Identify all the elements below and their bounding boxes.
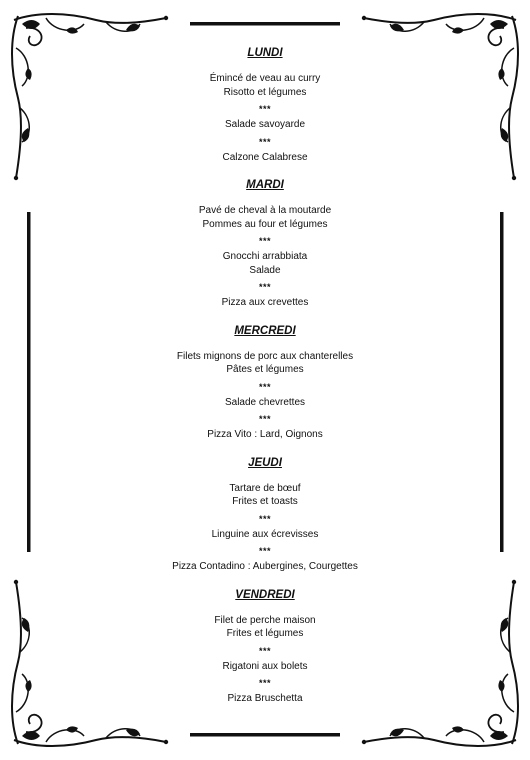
course-separator: ***	[258, 513, 271, 524]
dish-line: Pizza Bruschetta	[227, 693, 303, 704]
course-separator: ***	[258, 678, 271, 688]
course-2	[60, 660, 470, 674]
course-3	[60, 428, 470, 442]
dish-line: Frites et toasts	[232, 496, 298, 507]
dish-line: Calzone Calabrese	[222, 151, 308, 163]
dish-line: Frites et légumes	[226, 628, 304, 639]
day-title: MARDI	[246, 179, 284, 191]
dish-line: Rigatoni aux bolets	[222, 660, 308, 672]
course-2	[60, 250, 470, 277]
dish-line: Émincé de veau au curry	[209, 73, 321, 84]
course-separator: ***	[258, 282, 271, 292]
course-separator: ***	[258, 414, 271, 424]
dish-line: Salade savoyarde	[224, 119, 306, 130]
dish-line: Filets mignons de porc aux chanterelles	[176, 350, 354, 362]
dish-line: Tartare de bœuf	[229, 482, 301, 494]
dish-line: Salade	[249, 264, 281, 276]
day-title: VENDREDI	[235, 588, 295, 601]
course-2	[60, 396, 470, 410]
course-separator: ***	[258, 136, 271, 147]
day-section-friday	[60, 588, 470, 706]
dish-line: Pavé de cheval à la moutarde	[198, 205, 332, 216]
course-1	[60, 72, 470, 99]
course-1	[60, 204, 470, 231]
weekly-menu	[60, 46, 470, 706]
left-border-bar	[27, 212, 31, 552]
course-1	[60, 614, 470, 641]
dish-line: Pizza Contadino : Aubergines, Courgettes	[172, 561, 358, 572]
dish-line: Pizza Vito : Lard, Oignons	[207, 429, 323, 440]
day-section-tuesday	[60, 178, 470, 310]
course-separator: ***	[258, 645, 271, 656]
dish-line: Filet de perche maison	[214, 614, 316, 626]
course-3	[60, 692, 470, 706]
top-border-bar	[190, 22, 340, 26]
course-1	[60, 482, 470, 509]
dish-line: Pommes au four et légumes	[202, 218, 328, 230]
day-section-thursday	[60, 456, 470, 574]
bottom-border-bar	[190, 733, 340, 737]
dish-line: Risotto et légumes	[223, 86, 307, 98]
course-1	[60, 350, 470, 377]
day-section-monday	[60, 46, 470, 164]
dish-line: Gnocchi arrabbiata	[222, 251, 308, 262]
course-2	[60, 528, 470, 542]
dish-line: Pâtes et légumes	[226, 364, 304, 375]
dish-line: Salade chevrettes	[224, 396, 306, 408]
course-separator: ***	[258, 104, 271, 114]
course-2	[60, 118, 470, 132]
day-section-wednesday	[60, 324, 470, 442]
course-separator: ***	[258, 236, 271, 246]
day-title: LUNDI	[247, 47, 283, 59]
day-title: JEUDI	[248, 456, 282, 469]
day-title: MERCREDI	[234, 324, 296, 337]
right-border-bar	[500, 212, 504, 552]
dish-line: Pizza aux crevettes	[221, 297, 309, 308]
dish-line: Linguine aux écrevisses	[211, 528, 319, 540]
course-3	[60, 296, 470, 310]
course-separator: ***	[258, 546, 271, 556]
course-3	[60, 151, 470, 165]
course-separator: ***	[258, 381, 271, 392]
course-3	[60, 560, 470, 574]
